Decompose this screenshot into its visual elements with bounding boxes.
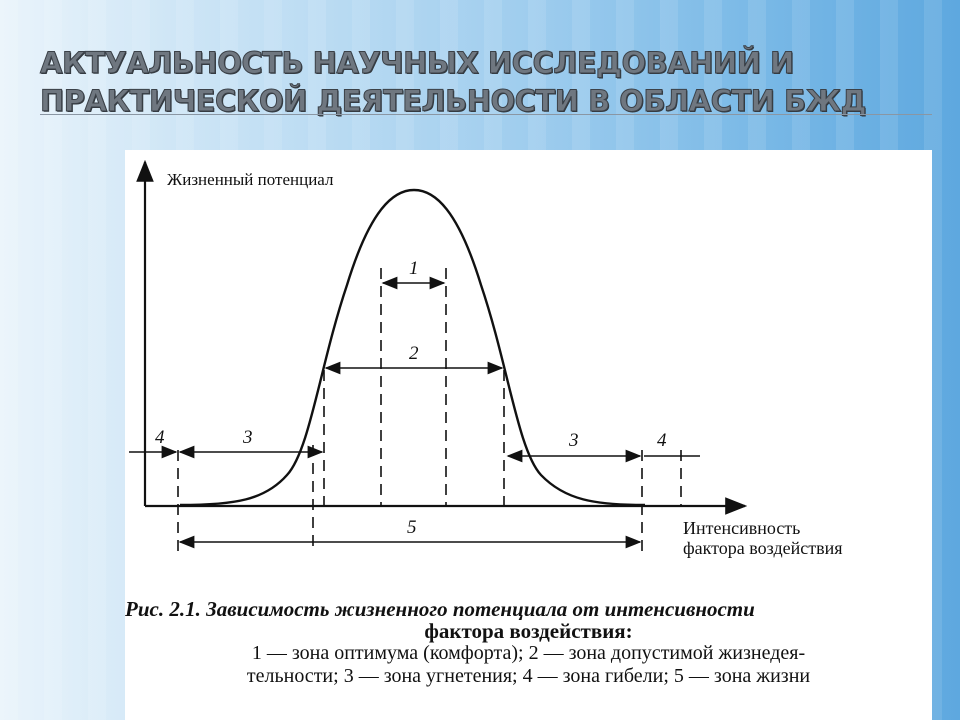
- figure-caption: [125, 598, 932, 688]
- x-axis-label-line2: фактора воздействия: [683, 538, 843, 558]
- x-axis-label-line1: Интенсивность: [683, 518, 801, 538]
- zone4-left-label: 4: [155, 427, 165, 448]
- caption-line3: 1 — зона оптимума (комфорта); 2 — зона допустимой жизнедея-: [251, 642, 806, 664]
- slide-title: АКТУАЛЬНОСТЬ НАУЧНЫХ ИССЛЕДОВАНИЙ И ПРАКТИЧЕСКОЙ ДЕЯТЕЛЬНОСТИ В ОБЛАСТИ БЖД: [40, 46, 866, 118]
- zone3-left-label: 3: [243, 427, 253, 448]
- figure-image: [125, 150, 932, 720]
- zone3-right-label: 3: [569, 430, 579, 451]
- caption-line1: Рис. 2.1. Зависимость жизненного потенциала от интенсивности: [125, 597, 755, 621]
- caption-line2: фактора воздействия:: [424, 619, 633, 643]
- y-axis-label: Жизненный потенциал: [167, 170, 334, 189]
- title-divider: [40, 114, 932, 115]
- caption-line4: тельности; 3 — зона угнетения; 4 — зона гибели; 5 — зона жизни: [246, 665, 811, 687]
- zone5-label: 5: [407, 517, 417, 538]
- zone2-label: 2: [409, 343, 419, 364]
- zone4-right-label: 4: [657, 430, 667, 451]
- zone1-label: 1: [409, 258, 419, 279]
